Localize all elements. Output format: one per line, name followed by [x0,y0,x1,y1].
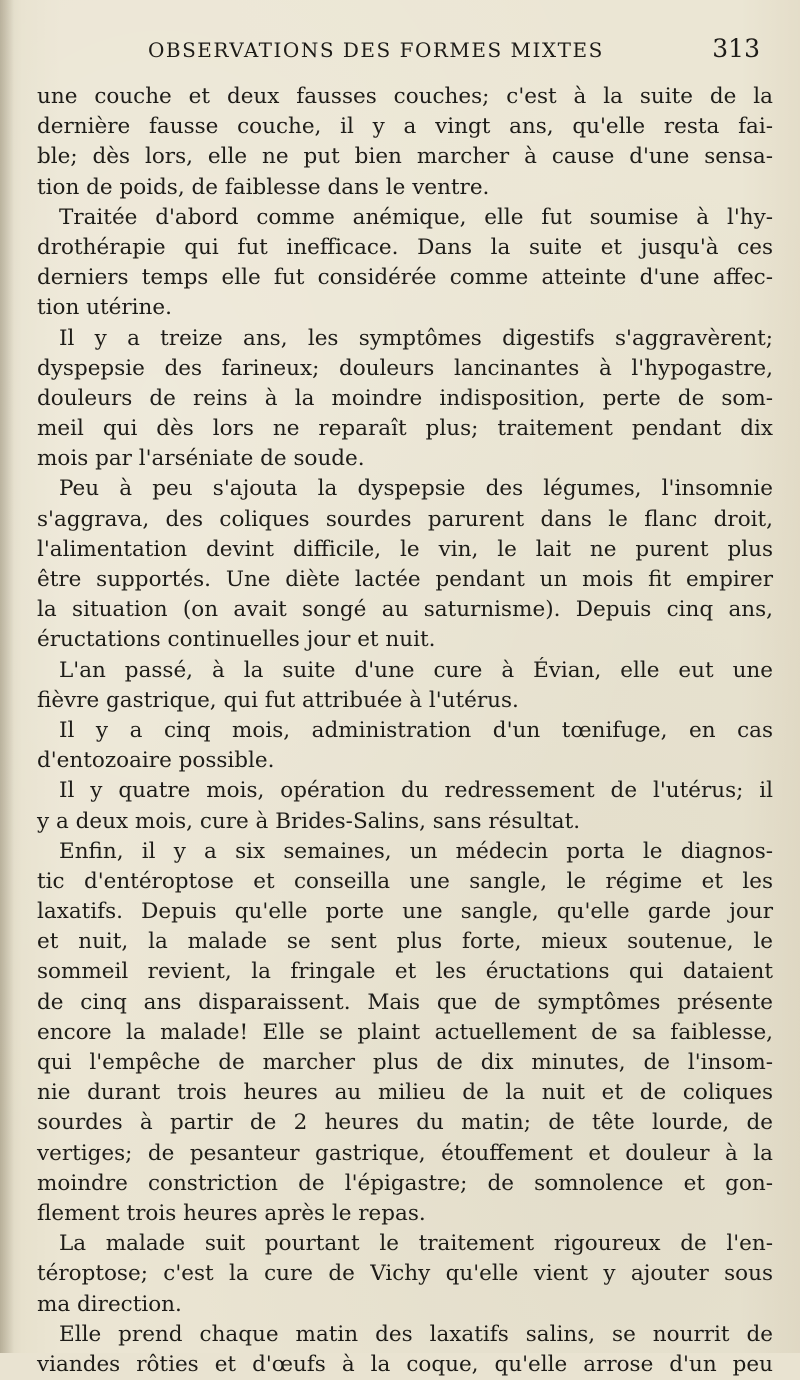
text-line: une couche et deux fausses couches; c'est à la suite de la [37,84,773,109]
text-line: s'aggrava, des coliques sourdes parurent dans le flanc droit, [37,506,773,532]
text-line: meil qui dès lors ne reparaît plus; traitement pendant dix [37,416,773,442]
text-line: ble; dès lors, elle ne put bien marcher à cause d'une sensa- [37,144,773,170]
text-line: vertiges; de pesanteur gastrique, étouffement et douleur à la [37,1140,773,1166]
text-line: tion de poids, de faiblesse dans le ventre. [37,174,490,200]
text-line: de cinq ans disparaissent. Mais que de symptômes présente [37,989,773,1015]
body-text [37,82,773,1380]
text-line: Il y a treize ans, les symptômes digestifs s'aggravèrent; [59,325,773,351]
text-line: tic d'entéroptose et conseilla une sangle, le régime et les [37,868,773,894]
text-line: mois par l'arséniate de soude. [37,446,365,472]
page-number: 313 [712,34,760,63]
text-line: flement trois heures après le repas. [37,1200,426,1226]
text-line: sommeil revient, la fringale et les éructations qui dataient [37,959,773,985]
text-line: Il y quatre mois, opération du redressement de l'utérus; il [59,778,773,804]
text-line: la situation (on avait songé au saturnisme). Depuis cinq ans, [37,597,773,623]
text-line: douleurs de reins à la moindre indisposition, perte de som- [37,385,773,411]
text-line: l'alimentation devint difficile, le vin, le lait ne purent plus [37,536,773,562]
text-line: dyspepsie des farineux; douleurs lancinantes à l'hypogastre, [37,355,773,381]
text-line: Traitée d'abord comme anémique, elle fut soumise à l'hy- [59,204,773,230]
text-line: Peu à peu s'ajouta la dyspepsie des légumes, l'insomnie [59,476,773,502]
text-line: viandes rôties et d'œufs à la coque, qu'elle arrose d'un peu [37,1351,773,1377]
text-line: tion utérine. [37,295,172,321]
text-line: moindre constriction de l'épigastre; de somnolence et gon- [37,1170,773,1196]
text-line: être supportés. Une diète lactée pendant un mois fit empirer [37,567,773,592]
text-line: dernière fausse couche, il y a vingt ans, qu'elle resta fai- [37,114,773,140]
text-line: L'an passé, à la suite d'une cure à Évian, elle eut une [59,657,773,683]
text-line: Il y a cinq mois, administration d'un tœnifuge, en cas [59,717,773,743]
text-line: Enfin, il y a six semaines, un médecin porta le diagnos- [59,838,773,864]
text-line: ma direction. [37,1291,182,1317]
text-line: téroptose; c'est la cure de Vichy qu'elle vient y ajouter sous [37,1261,773,1287]
text-line: qui l'empêche de marcher plus de dix minutes, de l'insom- [37,1050,773,1075]
text-line: éructations continuelles jour et nuit. [37,627,436,653]
text-line: Elle prend chaque matin des laxatifs salins, se nourrit de [59,1321,773,1347]
page-header [148,34,760,68]
text-line: y a deux mois, cure à Brides-Salins, sans résultat. [37,808,581,834]
running-title: OBSERVATIONS DES FORMES MIXTES [148,38,604,62]
text-line: fièvre gastrique, qui fut attribuée à l'utérus. [37,687,519,713]
text-line: encore la malade! Elle se plaint actuellement de sa faiblesse, [37,1019,773,1045]
text-line: d'entozoaire possible. [37,748,275,774]
text-line: sourdes à partir de 2 heures du matin; de tête lourde, de [37,1110,773,1136]
binding-shadow [0,0,14,1353]
text-line: La malade suit pourtant le traitement rigoureux de l'en- [59,1231,773,1257]
text-line: drothérapie qui fut inefficace. Dans la suite et jusqu'à ces [37,234,773,260]
text-line: laxatifs. Depuis qu'elle porte une sangle, qu'elle garde jour [37,899,773,925]
text-line: et nuit, la malade se sent plus forte, mieux soutenue, le [37,929,773,955]
text-line: derniers temps elle fut considérée comme atteinte d'une affec- [37,265,773,291]
text-line: nie durant trois heures au milieu de la nuit et de coliques [37,1080,773,1106]
